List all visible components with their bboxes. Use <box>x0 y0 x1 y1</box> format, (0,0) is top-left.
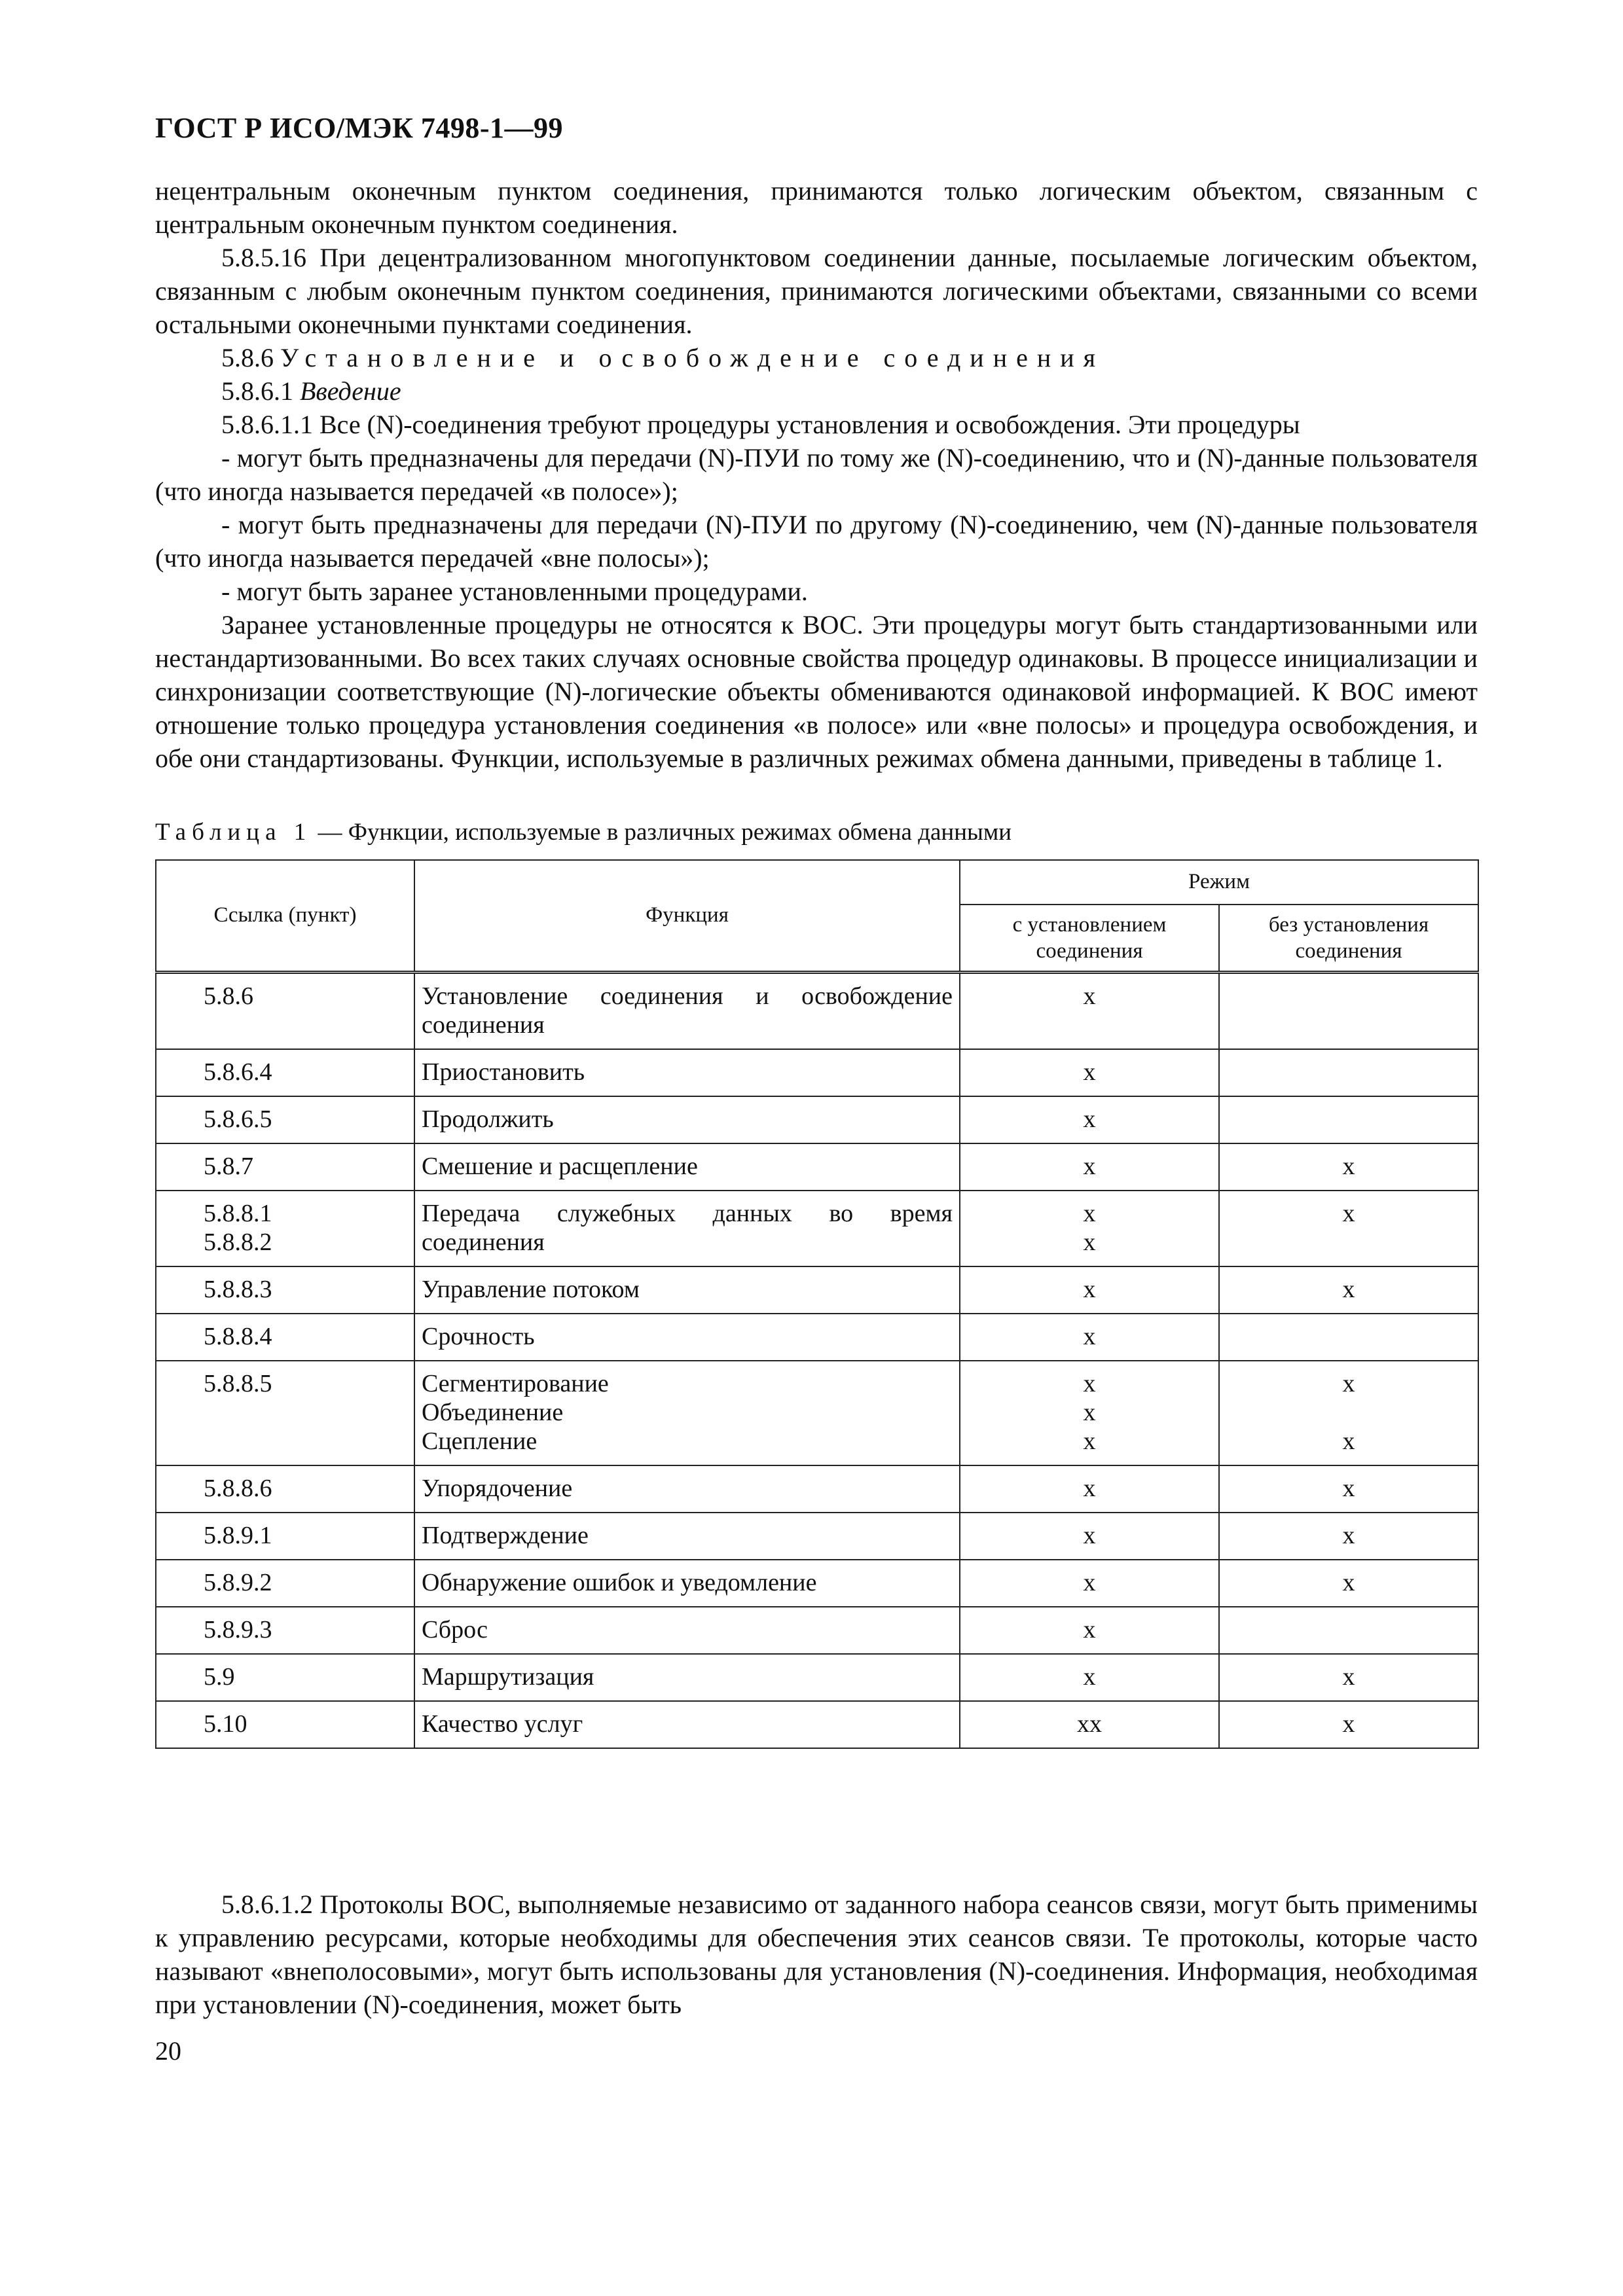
mark-without <box>1226 1058 1471 1086</box>
mark-with: x <box>1083 1663 1096 1691</box>
cell-without-connection <box>1219 1701 1478 1748</box>
paragraph: 5.8.6.1.2 Протоколы ВОС, выполняемые независимо от заданного набора сеансов связи, могут быть применимы к управлению ресурсами, которые необходимы для обеспечения этих сеансов связи. Те протоколы, которые часто называют «внеполосовыми», могут быть использованы для установления (N)-соединения. Информация, необходимая при установлении (N)-соединения, может быть <box>155 1890 1478 2019</box>
mark-without <box>1226 1322 1471 1351</box>
mark-with: x <box>1083 982 1096 1010</box>
cell-function <box>414 1513 960 1560</box>
cell-function <box>414 1266 960 1314</box>
functions-table <box>155 859 1479 1749</box>
mark-with: x <box>1083 1229 1096 1256</box>
mark-without <box>1226 1228 1471 1257</box>
table-row <box>156 1701 1478 1748</box>
mark-with: x <box>1083 1399 1096 1426</box>
cell-ref <box>156 1607 414 1654</box>
cell-without-connection <box>1219 1361 1478 1465</box>
function-text: Смешение и расщепление <box>422 1153 698 1180</box>
table-row <box>156 1560 1478 1607</box>
mark-without: x <box>1342 1200 1355 1227</box>
mark-with: x <box>1083 1522 1096 1549</box>
header-mode: Режим <box>960 860 1478 905</box>
cell-function <box>414 1465 960 1513</box>
cell-ref <box>156 1314 414 1361</box>
mark-with: x <box>1083 1105 1096 1133</box>
mark-with: x <box>1083 1200 1096 1227</box>
mark-without: x <box>1342 1276 1355 1303</box>
ref-value: 5.8.9.1 <box>204 1522 272 1549</box>
mark-without: x <box>1342 1522 1355 1549</box>
mark-with: x <box>1083 1058 1096 1086</box>
cell-without-connection <box>1219 1096 1478 1143</box>
cell-without-connection <box>1219 1143 1478 1191</box>
mark-with: x <box>1083 1475 1096 1502</box>
cell-with-connection <box>960 1654 1219 1701</box>
mark-with: x <box>1083 1569 1096 1596</box>
bottom-text <box>155 1888 1478 2021</box>
paragraph: Заранее установленные процедуры не относятся к ВОС. Эти процедуры могут быть стандартизованными или нестандартизованными. Во всех таких случаях основные свойства процедур одинаковы. В процессе инициализации и синхронизации соответствующие (N)-логические объекты обмениваются одинаковой информацией. К ВОС имеют отношение только процедура установления соединения «в полосе» или «вне полосы» и процедура освобождения, и обе они стандартизованы. Функции, используемые в различных режимах обмена данными, приведены в таблице 1. <box>155 610 1478 773</box>
cell-without-connection <box>1219 1560 1478 1607</box>
cell-ref <box>156 1513 414 1560</box>
ref-value: 5.8.8.2 <box>204 1229 272 1256</box>
ref-value: 5.8.6.4 <box>204 1058 272 1086</box>
mark-with: x <box>1083 1427 1096 1455</box>
cell-function <box>414 1560 960 1607</box>
page-header: ГОСТ Р ИСО/МЭК 7498-1—99 <box>155 112 564 144</box>
cell-without-connection <box>1219 1654 1478 1701</box>
section-heading <box>155 341 1478 374</box>
cell-function <box>414 1607 960 1654</box>
cell-without-connection <box>1219 1266 1478 1314</box>
cell-ref <box>156 1143 414 1191</box>
cell-ref <box>156 1049 414 1096</box>
paragraph: 5.8.5.16 При децентрализованном многопунктовом соединении данные, посылаемые логическим объектом, связанным с любым оконечным пунктом соединения, принимаются логическими объектами, связанными со всеми остальными оконечными пунктами соединения. <box>155 243 1478 339</box>
cell-with-connection <box>960 1143 1219 1191</box>
table-caption-label: Таблица 1 <box>155 819 312 846</box>
header-without-connection: без установления соединения <box>1219 905 1478 973</box>
function-text: Срочность <box>422 1323 535 1350</box>
table-row <box>156 1361 1478 1465</box>
mark-without: x <box>1342 1710 1355 1738</box>
function-text: Установление соединения и освобождение соединения <box>422 982 953 1039</box>
top-text <box>155 174 1478 775</box>
function-text: Упорядочение <box>422 1475 573 1502</box>
ref-value: 5.8.6.5 <box>204 1105 272 1133</box>
table-caption-text: — Функции, используемые в различных режимах обмена данными <box>312 819 1012 846</box>
table-row <box>156 973 1478 1050</box>
mark-with: x <box>1083 1276 1096 1303</box>
mark-with: x <box>1083 1616 1096 1643</box>
mark-with: x <box>1083 1323 1096 1350</box>
function-line: Сцепление <box>422 1427 538 1455</box>
cell-without-connection <box>1219 1191 1478 1266</box>
table-row <box>156 1266 1478 1314</box>
cell-with-connection <box>960 1361 1219 1465</box>
section-number: 5.8.6 <box>221 343 274 372</box>
cell-function <box>414 1049 960 1096</box>
mark-without: x <box>1342 1569 1355 1596</box>
cell-function <box>414 1191 960 1266</box>
cell-with-connection <box>960 1465 1219 1513</box>
cell-ref <box>156 1096 414 1143</box>
function-text: Обнаружение ошибок и уведомление <box>422 1569 817 1596</box>
cell-ref <box>156 973 414 1050</box>
cell-ref <box>156 1465 414 1513</box>
mark-with: x <box>1083 1153 1096 1180</box>
cell-without-connection <box>1219 1465 1478 1513</box>
cell-with-connection <box>960 1266 1219 1314</box>
cell-without-connection <box>1219 973 1478 1050</box>
function-text: Подтверждение <box>422 1522 589 1549</box>
section-title: Установление и освобождение соединения <box>280 343 1105 372</box>
table-row <box>156 1607 1478 1654</box>
cell-function <box>414 973 960 1050</box>
list-item: - могут быть предназначены для передачи (N)-ПУИ по другому (N)-соединению, чем (N)-данные пользователя (что иногда называется передачей «вне полосы»); <box>155 510 1478 573</box>
header-function: Функция <box>414 860 960 973</box>
table-row <box>156 1314 1478 1361</box>
table-row <box>156 1465 1478 1513</box>
function-text: Передача служебных данных во время соединения <box>422 1200 953 1256</box>
function-text: Качество услуг <box>422 1710 583 1738</box>
mark-without: x <box>1342 1475 1355 1502</box>
table-row <box>156 1513 1478 1560</box>
cell-without-connection <box>1219 1314 1478 1361</box>
mark-without <box>1226 982 1471 1011</box>
mark-with: xx <box>1077 1710 1102 1738</box>
ref-value: 5.8.9.2 <box>204 1569 272 1596</box>
ref-value: 5.8.8.3 <box>204 1276 272 1303</box>
cell-ref <box>156 1701 414 1748</box>
ref-value: 5.10 <box>204 1710 247 1738</box>
function-text: Маршрутизация <box>422 1663 594 1691</box>
cell-without-connection <box>1219 1513 1478 1560</box>
cell-function <box>414 1096 960 1143</box>
ref-value: 5.8.8.5 <box>204 1370 272 1397</box>
cell-ref <box>156 1266 414 1314</box>
ref-value: 5.8.8.4 <box>204 1323 272 1350</box>
cell-without-connection <box>1219 1607 1478 1654</box>
cell-with-connection <box>960 1513 1219 1560</box>
ref-value: 5.8.6 <box>204 982 253 1010</box>
table-row <box>156 1191 1478 1266</box>
mark-without <box>1226 1105 1471 1134</box>
cell-with-connection <box>960 1607 1219 1654</box>
mark-with: x <box>1083 1370 1096 1397</box>
function-line: Сегментирование <box>422 1370 609 1397</box>
ref-value: 5.9 <box>204 1663 235 1691</box>
mark-without <box>1226 1398 1471 1427</box>
table-row <box>156 1143 1478 1191</box>
cell-with-connection <box>960 1701 1219 1748</box>
cell-ref <box>156 1560 414 1607</box>
ref-value: 5.8.9.3 <box>204 1616 272 1643</box>
cell-ref <box>156 1654 414 1701</box>
function-text: Сброс <box>422 1616 488 1643</box>
cell-with-connection <box>960 1049 1219 1096</box>
function-line: Объединение <box>422 1399 564 1426</box>
subsection-number: 5.8.6.1 <box>221 376 293 406</box>
cell-function <box>414 1143 960 1191</box>
header-ref: Ссылка (пункт) <box>156 860 414 973</box>
page-number: 20 <box>155 2036 181 2066</box>
cell-ref <box>156 1361 414 1465</box>
table-row <box>156 1049 1478 1096</box>
table-row <box>156 1096 1478 1143</box>
table-row <box>156 1654 1478 1701</box>
cell-function <box>414 1361 960 1465</box>
cell-with-connection <box>960 1560 1219 1607</box>
ref-value: 5.8.8.6 <box>204 1475 272 1502</box>
header-with-connection: с установлением соединения <box>960 905 1219 973</box>
cell-with-connection <box>960 1314 1219 1361</box>
function-text: Продолжить <box>422 1105 554 1133</box>
list-item: - могут быть предназначены для передачи (N)-ПУИ по тому же (N)-соединению, что и (N)-данные пользователя (что иногда называется передачей «в полосе»); <box>155 443 1478 506</box>
cell-with-connection <box>960 973 1219 1050</box>
mark-without: x <box>1342 1427 1355 1455</box>
cell-function <box>414 1654 960 1701</box>
mark-without: x <box>1342 1153 1355 1180</box>
mark-without: x <box>1342 1663 1355 1691</box>
ref-value: 5.8.8.1 <box>204 1200 272 1227</box>
cell-function <box>414 1701 960 1748</box>
mark-without <box>1226 1615 1471 1644</box>
mark-without: x <box>1342 1370 1355 1397</box>
function-text: Управление потоком <box>422 1276 640 1303</box>
paragraph: 5.8.6.1.1 Все (N)-соединения требуют процедуры установления и освобождения. Эти процедуры <box>221 410 1300 439</box>
table-caption <box>155 818 1012 846</box>
subsection-heading <box>155 374 1478 408</box>
subsection-title: Введение <box>300 376 401 406</box>
cell-with-connection <box>960 1096 1219 1143</box>
paragraph: нецентральным оконечным пунктом соединения, принимаются только логическим объектом, связанным с центральным оконечным пунктом соединения. <box>155 176 1478 239</box>
cell-function <box>414 1314 960 1361</box>
cell-ref <box>156 1191 414 1266</box>
ref-value: 5.8.7 <box>204 1153 253 1180</box>
cell-without-connection <box>1219 1049 1478 1096</box>
function-text: Приостановить <box>422 1058 585 1086</box>
list-item: - могут быть заранее установленными процедурами. <box>221 577 808 606</box>
cell-with-connection <box>960 1191 1219 1266</box>
